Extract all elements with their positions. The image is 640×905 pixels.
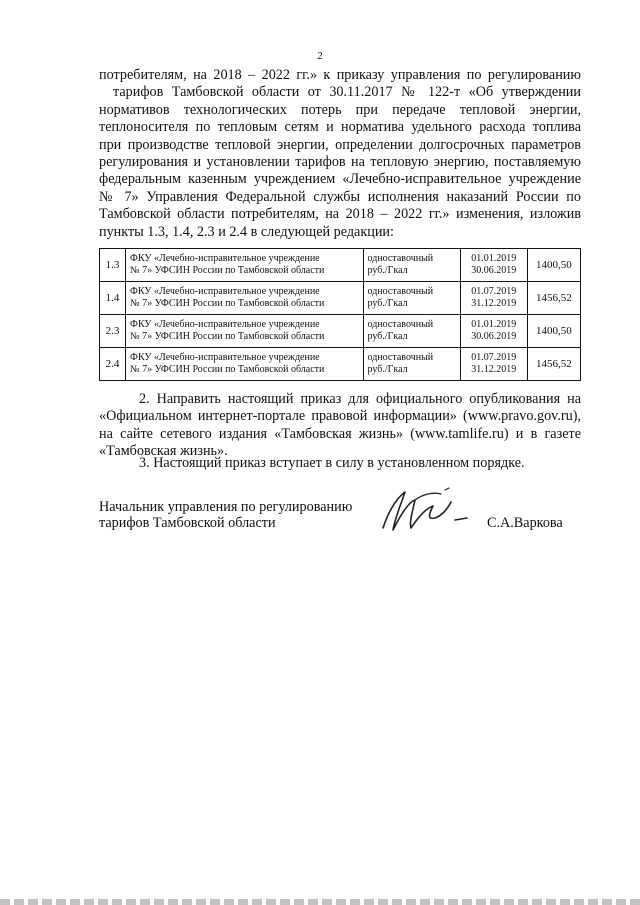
organization-line: № 7» УФСИН России по Тамбовской области bbox=[130, 298, 325, 309]
table-row bbox=[100, 348, 581, 381]
organization-line: № 7» УФСИН России по Тамбовской области bbox=[130, 364, 325, 375]
organization-cell bbox=[126, 249, 363, 282]
intro-line: теплоносителя по тепловым сетям и норматива удельного расхода топлива bbox=[99, 119, 581, 136]
paragraph-effective bbox=[99, 455, 581, 472]
tariff-type: одноставочный bbox=[367, 352, 434, 363]
page-number: 2 bbox=[317, 50, 323, 62]
paragraph-publication-text: 2. Направить настоящий приказ для официального опубликования на «Официальном интернет-портале правовой информации» (www.pravo.gov.ru), на сайте сетевого издания «Тамбовская жизнь» (www.tamlife.ru) и в газете «Тамбовская жизнь». bbox=[99, 391, 581, 460]
row-number: 1.4 bbox=[100, 282, 126, 315]
date-to: 31.12.2019 bbox=[471, 364, 517, 375]
paragraph-effective-text: 3. Настоящий приказ вступает в силу в установленном порядке. bbox=[139, 455, 525, 471]
row-number: 2.3 bbox=[100, 315, 126, 348]
intro-line: пункты 1.3, 1.4, 2.3 и 2.4 в следующей редакции: bbox=[99, 223, 394, 240]
intro-paragraph bbox=[99, 67, 581, 241]
tariff-value: 1400,50 bbox=[527, 315, 580, 348]
unit-cell bbox=[363, 282, 460, 315]
handwritten-signature bbox=[375, 480, 475, 540]
date-to: 31.12.2019 bbox=[471, 298, 517, 309]
intro-line: при производстве тепловой энергии, определении долгосрочных параметров bbox=[99, 136, 581, 153]
tariff-type: одноставочный bbox=[367, 319, 434, 330]
scan-edge-divider bbox=[0, 899, 640, 905]
unit-cell bbox=[363, 249, 460, 282]
row-number: 1.3 bbox=[100, 249, 126, 282]
row-number: 2.4 bbox=[100, 348, 126, 381]
intro-line: регулирования и установлении тарифов на тепловую энергию, поставляемую bbox=[99, 154, 581, 171]
organization-line: ФКУ «Лечебно-исправительное учреждение bbox=[130, 286, 320, 297]
organization-cell bbox=[126, 348, 363, 381]
intro-line: федеральным казенным учреждением «Лечебно-исправительное учреждение bbox=[99, 171, 581, 188]
intro-line: тарифов Тамбовской области от 30.11.2017 № 122-т «Об утверждении bbox=[113, 84, 581, 101]
organization-cell bbox=[126, 315, 363, 348]
table-row bbox=[100, 315, 581, 348]
intro-line: потребителям, на 2018 – 2022 гг.» к приказу управления по регулированию bbox=[99, 67, 581, 83]
organization-line: № 7» УФСИН России по Тамбовской области bbox=[130, 265, 325, 276]
tariff-type: одноставочный bbox=[367, 286, 434, 297]
table-row bbox=[100, 249, 581, 282]
tariff-type: одноставочный bbox=[367, 253, 434, 264]
date-to: 30.06.2019 bbox=[471, 265, 517, 276]
tariff-table bbox=[99, 248, 581, 381]
organization-line: ФКУ «Лечебно-исправительное учреждение bbox=[130, 352, 320, 363]
period-cell bbox=[460, 249, 527, 282]
date-from: 01.01.2019 bbox=[471, 253, 517, 264]
tariff-value: 1400,50 bbox=[527, 249, 580, 282]
date-from: 01.07.2019 bbox=[471, 352, 517, 363]
period-cell bbox=[460, 348, 527, 381]
tariff-unit: руб./Гкал bbox=[367, 331, 408, 342]
signatory-title-line: Начальник управления по регулированию bbox=[99, 499, 353, 515]
organization-cell bbox=[126, 282, 363, 315]
period-cell bbox=[460, 282, 527, 315]
signatory-name: С.А.Варкова bbox=[487, 515, 563, 531]
signatory-title bbox=[99, 500, 352, 531]
intro-line: Тамбовской области потребителям, на 2018 – 2022 гг.» изменения, изложив bbox=[99, 206, 581, 223]
unit-cell bbox=[363, 348, 460, 381]
tariff-value: 1456,52 bbox=[527, 348, 580, 381]
period-cell bbox=[460, 315, 527, 348]
tariff-unit: руб./Гкал bbox=[367, 265, 408, 276]
tariff-value: 1456,52 bbox=[527, 282, 580, 315]
tariff-unit: руб./Гкал bbox=[367, 364, 408, 375]
date-to: 30.06.2019 bbox=[471, 331, 517, 342]
paragraph-publication bbox=[99, 391, 581, 461]
organization-line: № 7» УФСИН России по Тамбовской области bbox=[130, 331, 325, 342]
organization-line: ФКУ «Лечебно-исправительное учреждение bbox=[130, 319, 320, 330]
unit-cell bbox=[363, 315, 460, 348]
intro-line: нормативов технологических потерь при передаче тепловой энергии, bbox=[99, 101, 581, 118]
table-row bbox=[100, 282, 581, 315]
date-from: 01.07.2019 bbox=[471, 286, 517, 297]
date-from: 01.01.2019 bbox=[471, 319, 517, 330]
intro-line: № 7» Управления Федеральной службы исполнения наказаний России по bbox=[99, 188, 581, 205]
tariff-unit: руб./Гкал bbox=[367, 298, 408, 309]
organization-line: ФКУ «Лечебно-исправительное учреждение bbox=[130, 253, 320, 264]
signatory-title-line: тарифов Тамбовской области bbox=[99, 514, 276, 531]
